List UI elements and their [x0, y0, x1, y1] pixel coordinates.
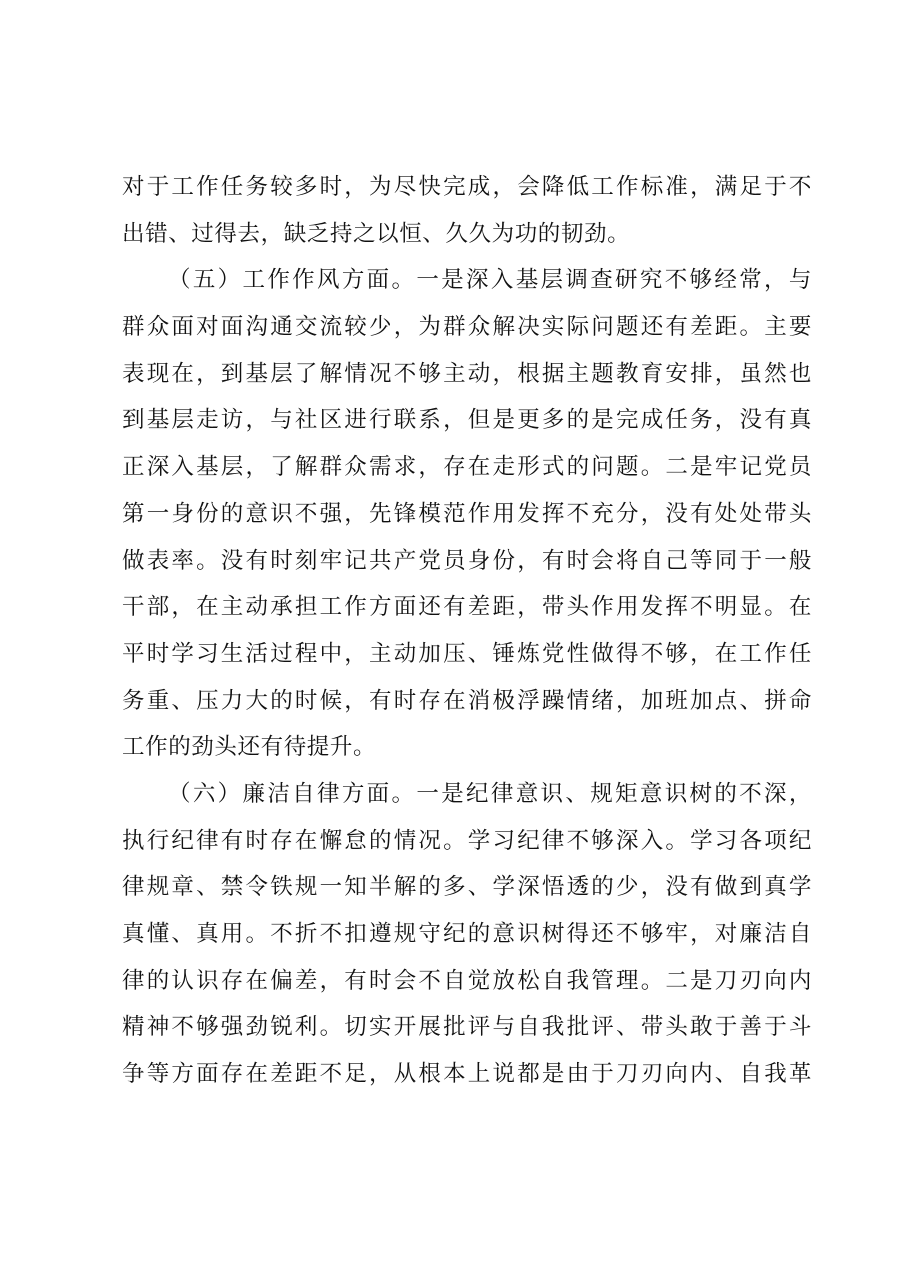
text-line: 做表率。没有时刻牢记共产党员身份，有时会将自己等同于一般 [122, 547, 812, 574]
text-line: 执行纪律有时存在懈怠的情况。学习纪律不够深入。学习各项纪 [122, 827, 812, 854]
text-line: 平时学习生活过程中，主动加压、锤炼党性做得不够，在工作任 [122, 640, 812, 667]
text-line: 工作的劲头还有待提升。 [122, 734, 377, 761]
text-line: 到基层走访，与社区进行联系，但是更多的是完成任务，没有真 [122, 407, 812, 434]
text-line: 干部，在主动承担工作方面还有差距，带头作用发挥不明显。在 [122, 594, 812, 621]
text-line: 真懂、真用。不折不扣遵规守纪的意识树得还不够牢，对廉洁自 [122, 921, 812, 947]
text-line: 精神不够强劲锐利。切实开展批评与自我批评、带头敢于善于斗 [122, 1014, 812, 1041]
text-line: 律的认识存在偏差，有时会不自觉放松自我管理。二是刀刃向内 [122, 967, 812, 994]
body-text [122, 164, 812, 1098]
text-line: 律规章、禁令铁规一知半解的多、学深悟透的少，没有做到真学 [122, 874, 812, 901]
text-line: 正深入基层，了解群众需求，存在走形式的问题。二是牢记党员 [122, 454, 812, 481]
text-line: 对于工作任务较多时，为尽快完成，会降低工作标准，满足于不 [122, 174, 812, 200]
text-line: 群众面对面沟通交流较少，为群众解决实际问题还有差距。主要 [122, 314, 812, 341]
text-line: 第一身份的意识不强，先锋模范作用发挥不充分，没有处处带头 [122, 500, 812, 527]
text-line: 务重、压力大的时候，有时存在消极浮躁情绪，加班加点、拼命 [122, 687, 812, 714]
section-heading-line: （六）廉洁自律方面。一是纪律意识、规矩意识树的不深， [168, 780, 812, 807]
text-line: 表现在，到基层了解情况不够主动，根据主题教育安排，虽然也 [122, 360, 812, 387]
text-line: 争等方面存在差距不足，从根本上说都是由于刀刃向内、自我革 [122, 1061, 812, 1088]
text-line: 出错、过得去，缺乏持之以恒、久久为功的韧劲。 [122, 220, 631, 247]
section-heading-line: （五）工作作风方面。一是深入基层调查研究不够经常，与 [168, 267, 812, 294]
